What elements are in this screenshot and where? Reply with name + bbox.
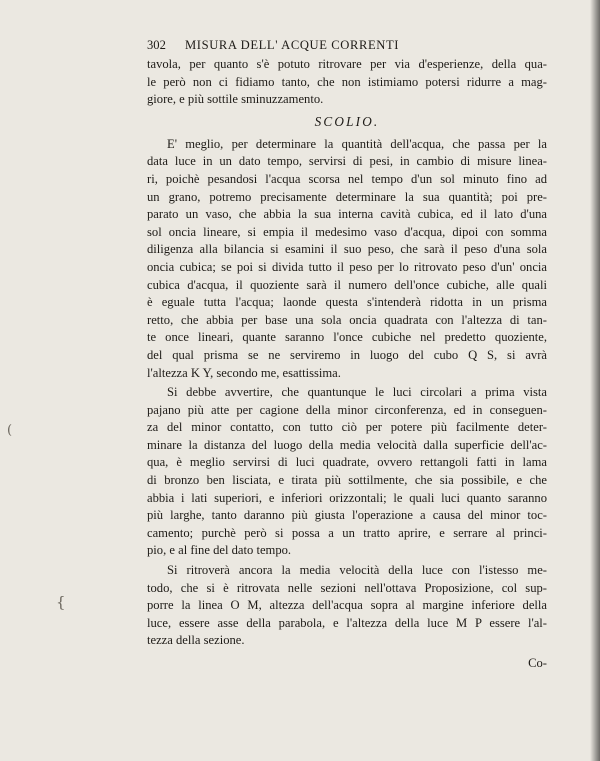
text-line: diligenza alla bilancia si esamini il suo peso, che sarà il peso d'una sola: [147, 242, 547, 257]
margin-mark: {: [56, 593, 66, 611]
text-line: retto, che abbia per base una sola oncia quadrata con l'altezza di tan-: [147, 312, 547, 327]
text-line: del qual prisma se ne serviremo in luogo del cubo Q S, si avrà: [147, 347, 547, 362]
text-line: le però non ci fidiamo tanto, che non istimiamo potersi ridurre a mag-: [147, 74, 547, 89]
text-line: porre la linea O M, altezza dell'acqua sopra al margine inferiore della: [147, 598, 547, 613]
text-line: giore, e più sottile sminuzzamento.: [147, 92, 324, 107]
text-line: Si debbe avvertire, che quantunque le luci circolari a prima vista: [167, 385, 547, 400]
text-line: è eguale tutta l'acqua; laonde questa s'intenderà ridotta in un prisma: [147, 295, 547, 310]
paragraph-2: [147, 136, 547, 382]
text-line: cubica d'acqua, il quoziente sarà il numero dell'once cubiche, alle quali: [147, 277, 547, 292]
text-line: data luce in un dato tempo, servirsi di pesi, in cambio di misure linea-: [147, 154, 547, 169]
text-line: za del minor contatto, con tutto ciò per potere più facilmente deter-: [147, 420, 547, 435]
section-heading: SCOLIO.: [314, 113, 380, 129]
text-line: tavola, per quanto s'è potuto ritrovare per via d'esperienze, della qua-: [147, 57, 547, 71]
page-header: [147, 37, 547, 56]
text-line: luce, essere asse della parabola, e l'altezza della luce M P essere l'al-: [147, 615, 547, 630]
paragraph-4: [147, 562, 547, 650]
paragraph-1: [147, 56, 547, 109]
page-number: 302: [147, 38, 166, 52]
text-line: Si ritroverà ancora la media velocità della luce con l'istesso me-: [167, 563, 547, 578]
text-line: ri, poichè pesandosi l'acqua scorsa nel tempo d'un sol minuto fino ad: [147, 171, 547, 186]
text-line: todo, che si è ritrovata nelle sezioni nell'ottava Proposizione, col sup-: [147, 580, 547, 595]
text-line: più larghe, tanto daranno più giusta l'operazione a causa del minor toc-: [147, 508, 547, 523]
running-title: MISURA DELL' ACQUE CORRENTI: [185, 38, 400, 52]
text-line: un grano, potremo precisamente determinare la sua quantità; poi pre-: [147, 189, 547, 204]
text-line: minare la distanza del luogo della media velocità dalla superficie dell'ac-: [147, 437, 547, 452]
text-line: di bronzo ben lisciata, e tirata più sottilmente, che sia possibile, e che: [147, 473, 547, 488]
text-line: te once lineari, quante saranno l'once cubiche nel predetto quoziente,: [147, 330, 547, 345]
text-line: l'altezza K Y, secondo me, esattissima.: [147, 365, 341, 380]
text-line: qua, è meglio servirsi di luci quadrate, ovvero rettangoli fatti in lama: [147, 455, 547, 470]
margin-mark: (: [7, 423, 13, 438]
text-line: E' meglio, per determinare la quantità dell'acqua, che passa per la: [167, 136, 547, 151]
text-line: pajano più atte per cagione della minor circonferenza, ed in conseguen-: [147, 402, 547, 417]
text-line: abbia i lati superiori, e inferiori orizzontali; le quali luci quanto saranno: [147, 490, 547, 505]
text-line: sol oncia lineare, si empia il medesimo vaso d'acqua, dipoi con somma: [147, 224, 547, 239]
text-line: oncia cubica; se poi si divida tutto il peso per lo ritrovato peso d'un' oncia: [147, 259, 547, 274]
text-line: pio, e al fine del dato tempo.: [147, 543, 292, 558]
text-line: parato un vaso, che abbia la sua interna cavità cubica, ed il lato d'una: [147, 207, 547, 222]
text-line: tezza della sezione.: [147, 633, 245, 648]
text-line: camento; purchè però si possa a un tratto aprire, e serrare al princi-: [147, 525, 547, 540]
paragraph-3: [147, 384, 547, 560]
catchword: Co-: [528, 656, 547, 670]
text-block: [147, 37, 547, 674]
